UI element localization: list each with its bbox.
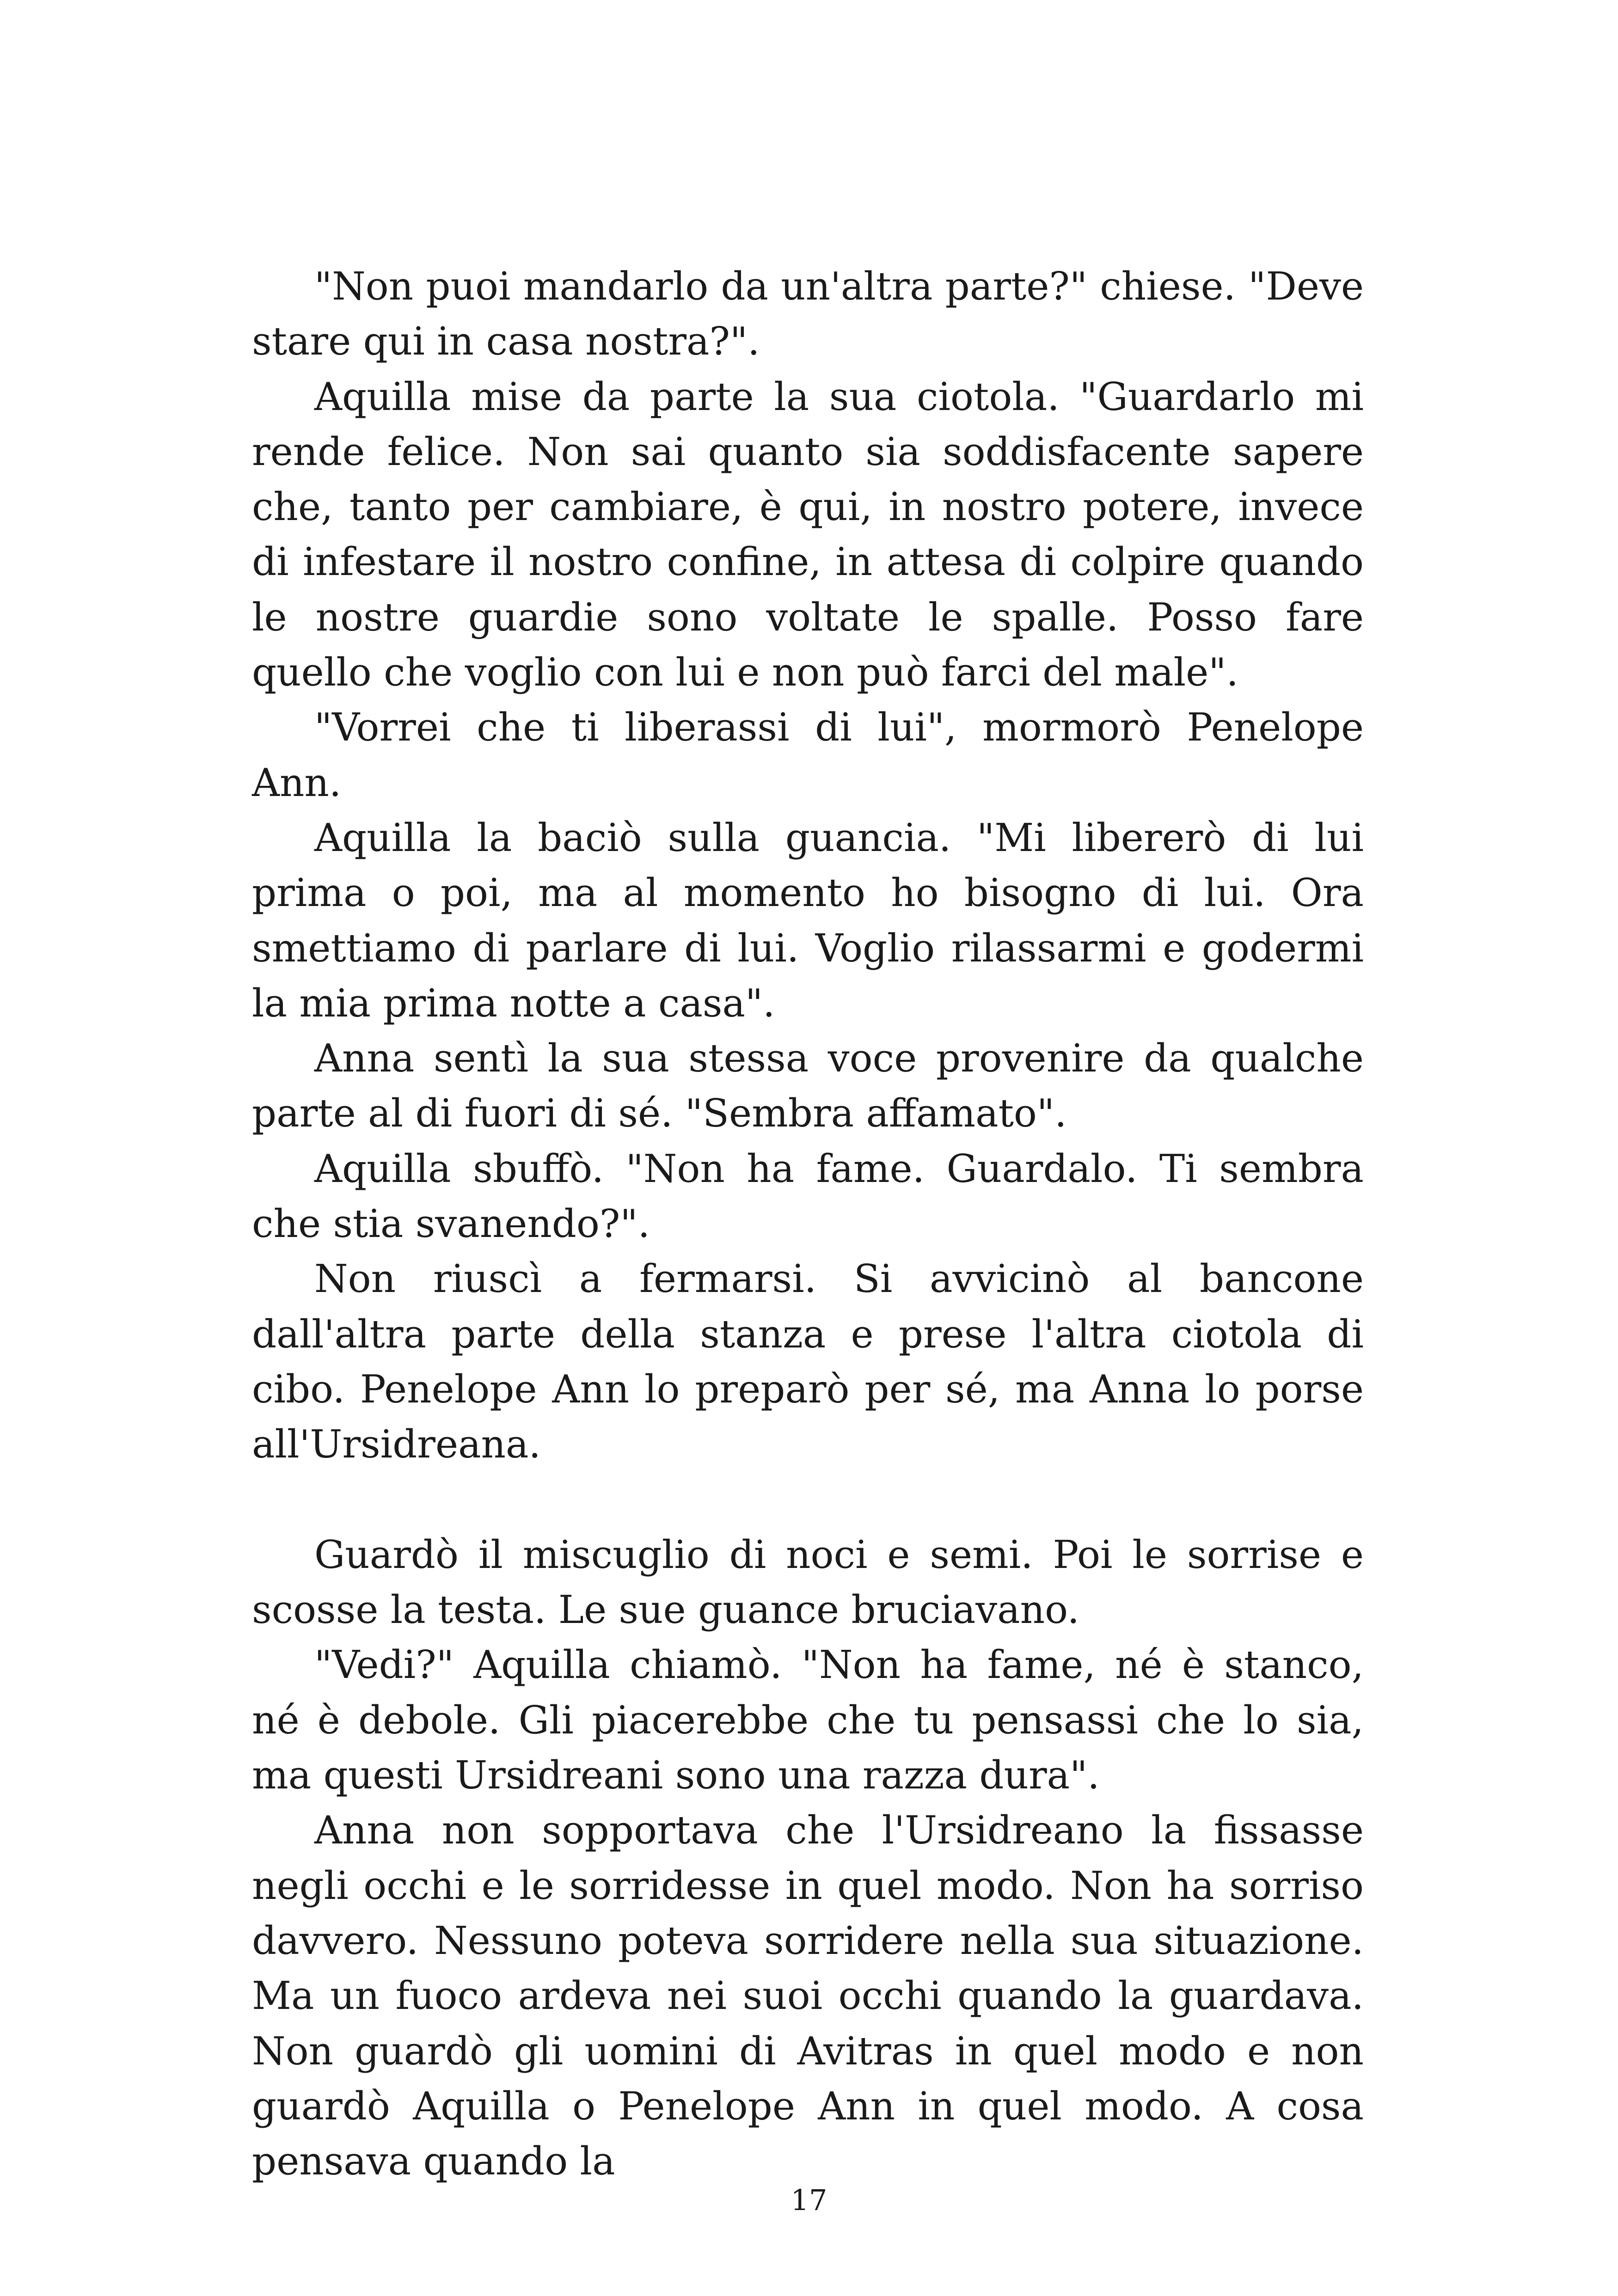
paragraph-9: "Vedi?" Aquilla chiamò. "Non ha fame, né è stanco, né è debole. Gli piacerebbe che tu pensassi che lo sia, ma questi Ursidreani sono una razza dura". xyxy=(252,1642,1364,1798)
body-text xyxy=(252,259,1364,2189)
paragraph-1: "Non puoi mandarlo da un'altra parte?" chiese. "Deve stare qui in casa nostra?". xyxy=(252,264,1364,364)
page-number: 17 xyxy=(791,2183,827,2217)
paragraph-3: "Vorrei che ti liberassi di lui", mormorò Penelope Ann. xyxy=(252,705,1364,805)
paragraph-2: Aquilla mise da parte la sua ciotola. "Guardarlo mi rende felice. Non sai quanto sia soddisfacente sapere che, tanto per cambiare, è qui, in nostro potere, invece di infestare il nostro confine, in attesa di colpire quando le nostre guardie sono voltate le spalle. Posso fare quello che voglio con lui e non può farci del male". xyxy=(252,374,1364,695)
paragraph-5: Anna sentì la sua stessa voce provenire da qualche parte al di fuori di sé. "Sembra affamato". xyxy=(252,1036,1364,1136)
paragraph-8: Guardò il miscuglio di noci e semi. Poi le sorrise e scosse la testa. Le sue guance bruciavano. xyxy=(252,1532,1364,1633)
paragraph-7: Non riuscì a fermarsi. Si avvicinò al bancone dall'altra parte della stanza e prese l'altra ciotola di cibo. Penelope Ann lo preparò per sé, ma Anna lo porse all'Ursidreana. xyxy=(252,1256,1364,1467)
paragraph-6: Aquilla sbuffò. "Non ha fame. Guardalo. Ti sembra che stia svanendo?". xyxy=(252,1146,1364,1247)
paragraph-4: Aquilla la baciò sulla guancia. "Mi libererò di lui prima o poi, ma al momento ho bisogno di lui. Ora smettiamo di parlare di lui. Voglio rilassarmi e godermi la mia prima notte a casa". xyxy=(252,815,1364,1026)
paragraph-10: Anna non sopportava che l'Ursidreano la fissasse negli occhi e le sorridesse in quel modo. Non ha sorriso davvero. Nessuno poteva sorridere nella sua situazione. Ma un fuoco ardeva nei suoi occhi quando la guardava. Non guardò gli uomini di Avitras in quel modo e non guardò Aquilla o Penelope Ann in quel modo. A cosa pensava quando la xyxy=(252,1808,1364,2184)
